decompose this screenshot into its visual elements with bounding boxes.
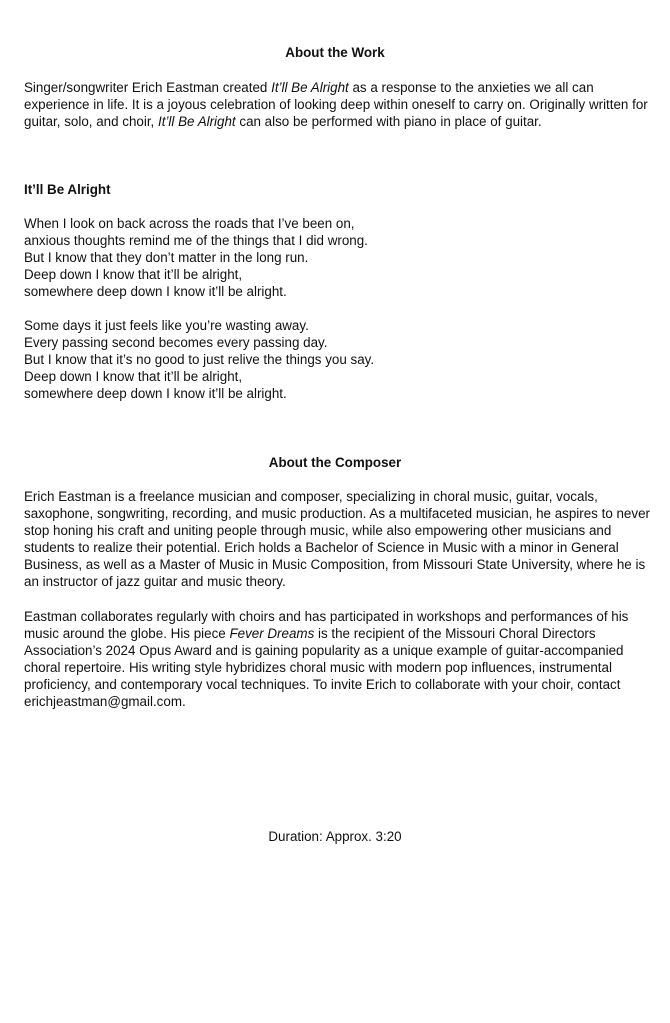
work-title-italic: It’ll Be Alright — [271, 80, 349, 95]
lyric-line: anxious thoughts remind me of the things that I did wrong. — [24, 233, 368, 248]
duration-text: Duration: Approx. 3:20 — [268, 829, 402, 844]
about-work-text-1: Singer/songwriter Erich Eastman created — [24, 80, 272, 95]
work-title-italic: It’ll Be Alright — [158, 114, 236, 129]
lyric-line: Deep down I know that it’ll be alright, — [24, 369, 243, 384]
lyrics-verse-1 — [24, 215, 654, 300]
composer-text-a: Eastman collaborates regularly with choirs and has participated in workshops and performances of his music around the globe. His piece — [24, 609, 629, 641]
about-composer-heading: About the Composer — [268, 455, 402, 470]
lyric-line: somewhere deep down I know it’ll be alright. — [24, 284, 287, 299]
lyric-line: But I know that it’s no good to just relive the things you say. — [24, 352, 375, 367]
about-work-text-2: as a response to the anxieties we all can experience in life. It is a joyous celebration of looking deep within oneself to carry on. Originally written for guitar, solo, and choir, — [24, 80, 648, 129]
lyric-line: But I know that they don’t matter in the long run. — [24, 250, 309, 265]
lyric-line: somewhere deep down I know it’ll be alright. — [24, 386, 287, 401]
lyric-line: When I look on back across the roads that I’ve been on, — [24, 216, 355, 231]
lyrics-title: It’ll Be Alright — [24, 182, 111, 197]
about-work-text-3: can also be performed with piano in place of guitar. — [235, 114, 542, 129]
composer-paragraph-2 — [24, 608, 654, 710]
lyric-line: Every passing second becomes every passing day. — [24, 335, 328, 350]
about-work-paragraph — [24, 79, 654, 130]
lyrics-verse-2 — [24, 317, 654, 402]
piece-title-italic: Fever Dreams — [229, 626, 315, 641]
composer-text-b: is the recipient of the Missouri Choral Directors Association’s 2024 Opus Award and is gaining popularity as a unique example of guitar-accompanied choral repertoire. His writing style hybridizes choral music with modern pop influences, instrumental proficiency, and contemporary vocal techniques. To invite Erich to collaborate with your choir, contact erichjeastman@gmail.com. — [24, 626, 624, 709]
composer-paragraph-1: Erich Eastman is a freelance musician and composer, specializing in choral music, guitar, vocals, saxophone, songwriting, recording, and music production. As a multifaceted musician, he aspires to never stop honing his craft and uniting people through music, while also empowering other musicians and students to realize their potential. Erich holds a Bachelor of Science in Music with a minor in General Business, as well as a Master of Music in Music Composition, from Missouri State University, where he is an instructor of jazz guitar and music theory. — [24, 489, 650, 589]
lyric-line: Some days it just feels like you’re wasting away. — [24, 318, 309, 333]
about-work-heading: About the Work — [285, 45, 385, 60]
lyric-line: Deep down I know that it’ll be alright, — [24, 267, 243, 282]
